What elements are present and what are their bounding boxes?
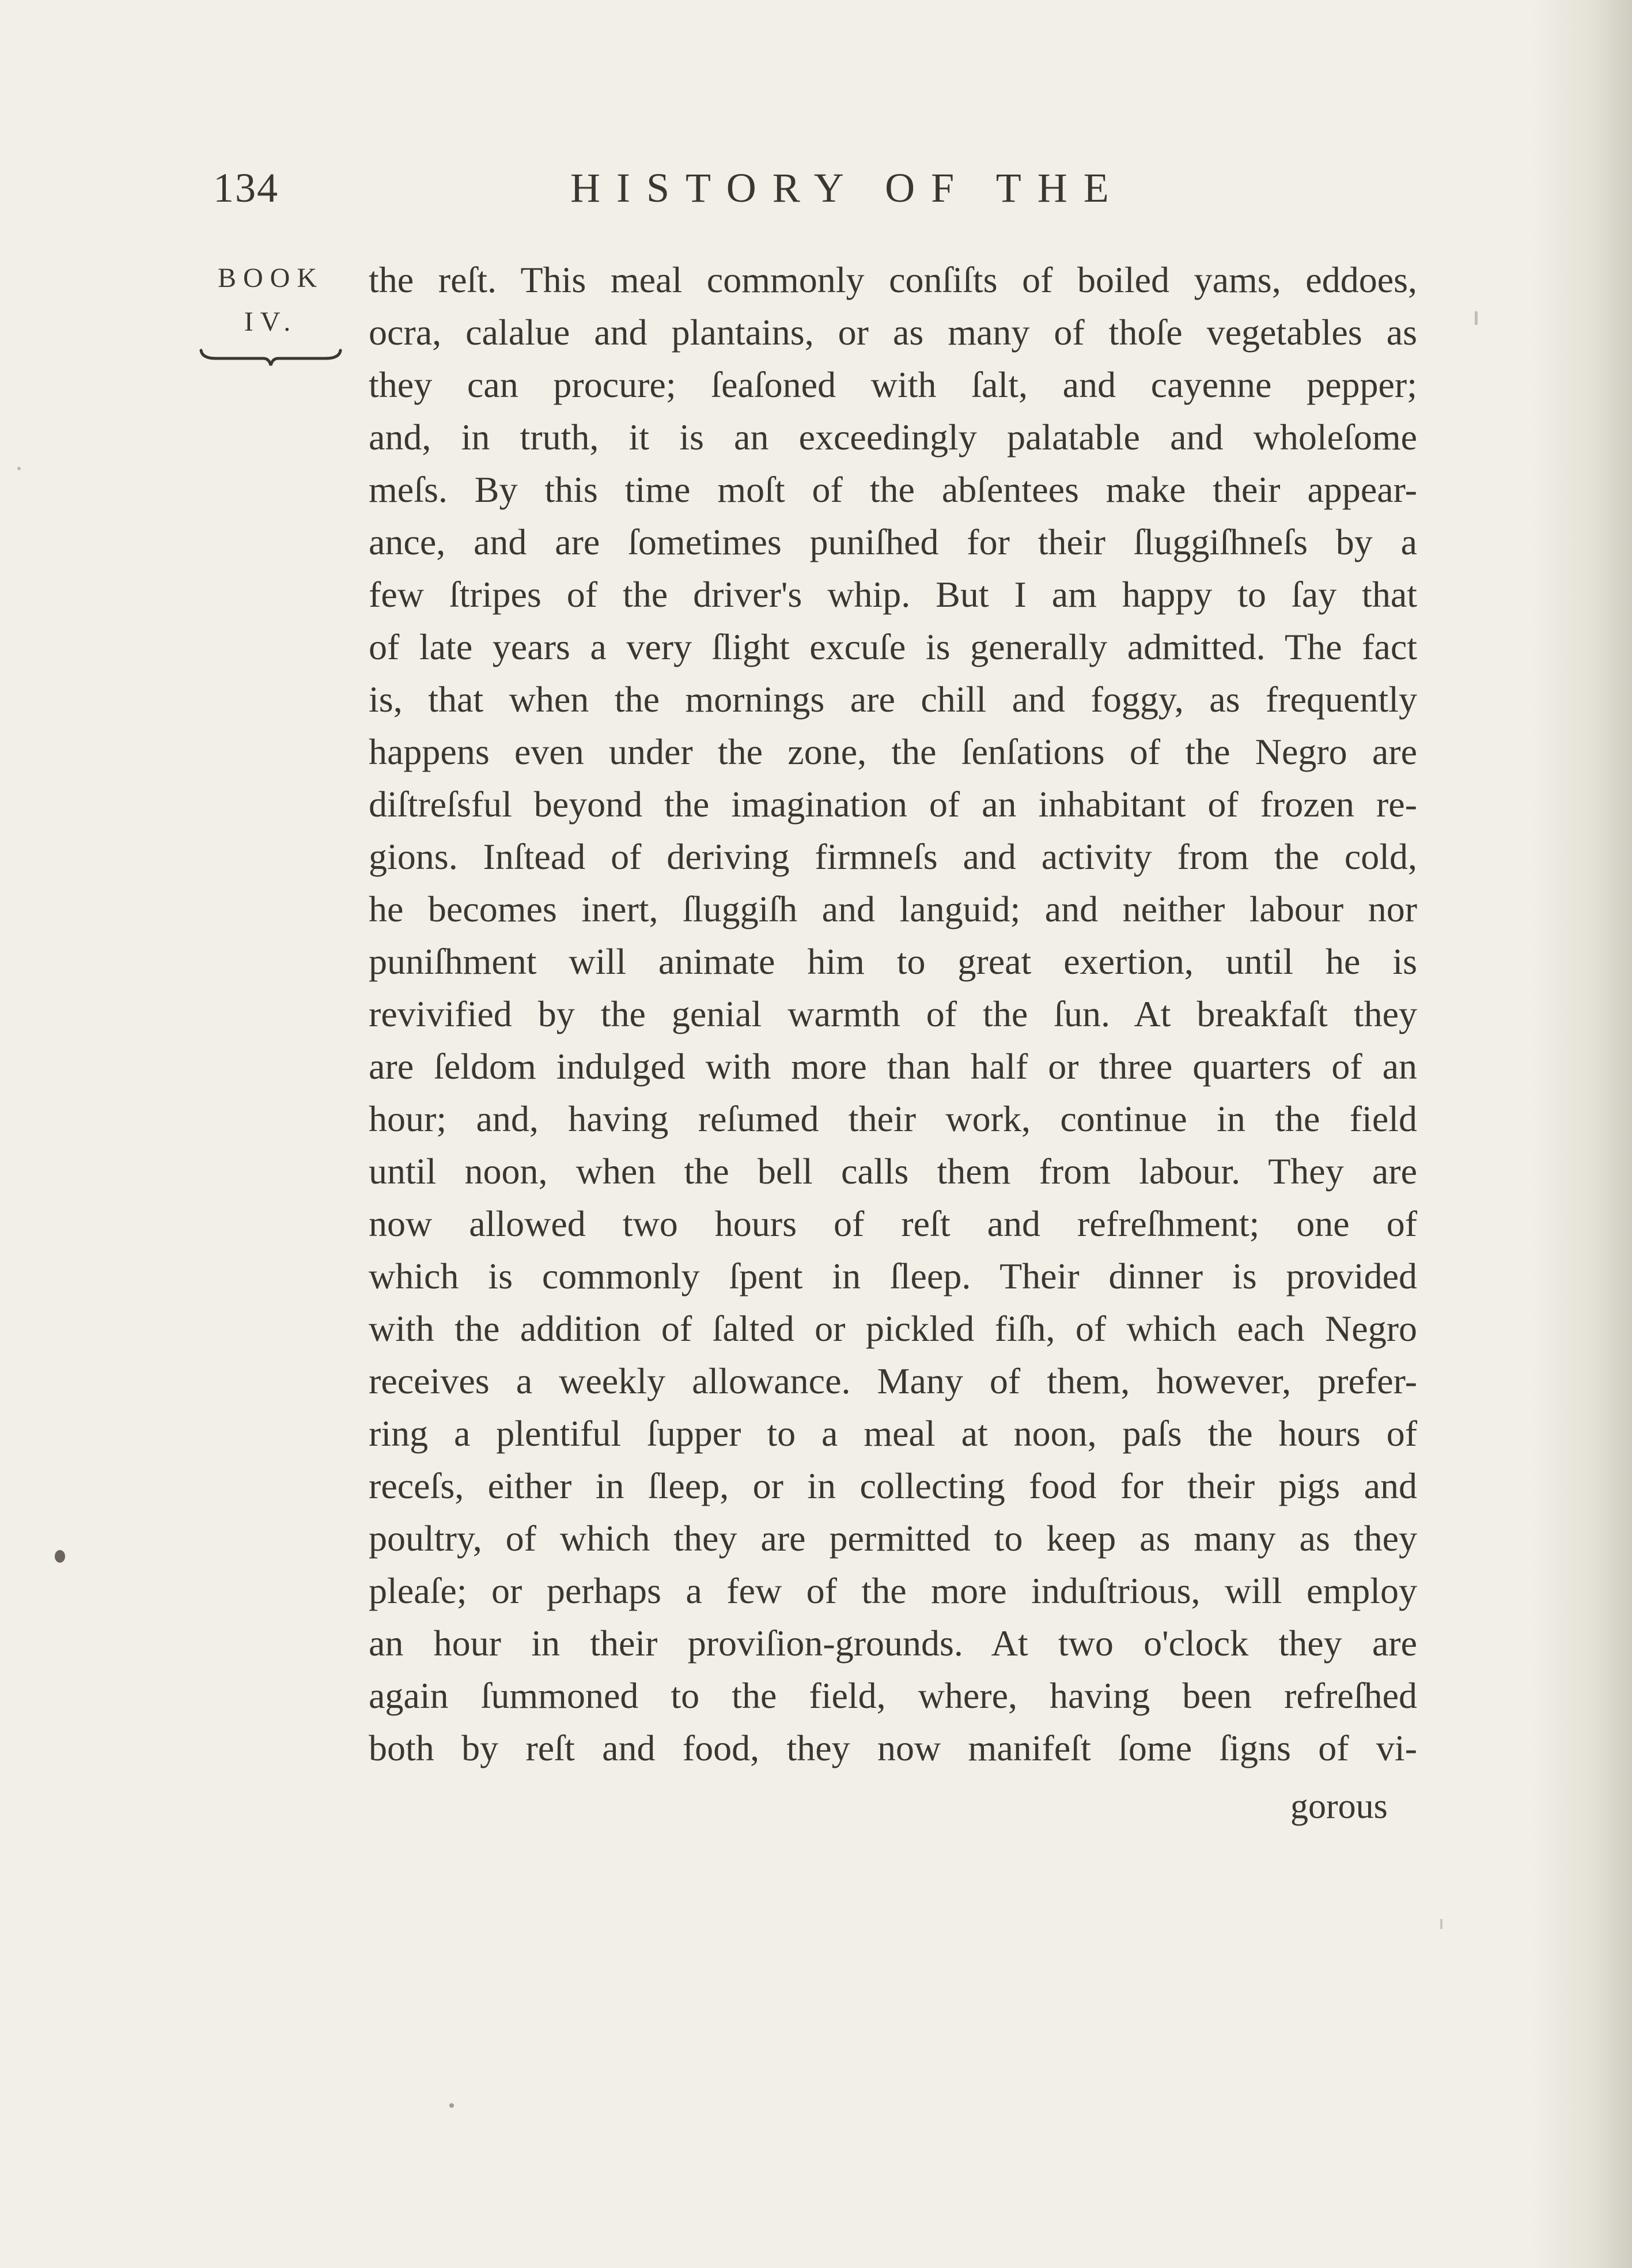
text-line: with the addition of ſalted or pickled fiſh, of which each Negro bbox=[369, 1308, 1417, 1349]
text-line: few ſtripes of the driver's whip. But I am happy to ſay that bbox=[369, 574, 1417, 615]
text-line: ance, and are ſometimes puniſhed for their ſluggiſhneſs by a bbox=[369, 521, 1417, 562]
paper-speck bbox=[17, 467, 21, 470]
text-line: revivified by the genial warmth of the ſun. At breakfaſt they bbox=[369, 993, 1417, 1034]
catchword: gorous bbox=[1290, 1787, 1388, 1826]
text-line: now allowed two hours of reſt and refreſhment; one of bbox=[369, 1203, 1417, 1244]
paper-speck bbox=[1475, 311, 1478, 325]
text-line: again ſummoned to the field, where, having been refreſhed bbox=[369, 1675, 1417, 1716]
text-line: are ſeldom indulged with more than half or three quarters of an bbox=[369, 1046, 1417, 1087]
page-number: 134 bbox=[213, 165, 279, 211]
text-line: of late years a very ſlight excuſe is generally admitted. The fact bbox=[369, 626, 1417, 667]
text-line: gions. Inſtead of deriving firmneſs and activity from the cold, bbox=[369, 836, 1417, 877]
text-line: pleaſe; or perhaps a few of the more induſtrious, will employ bbox=[369, 1570, 1417, 1611]
text-line: and, in truth, it is an exceedingly palatable and wholeſome bbox=[369, 417, 1417, 458]
text-line: diſtreſsful beyond the imagination of an inhabitant of frozen re- bbox=[369, 784, 1417, 825]
margin-brace-icon bbox=[199, 346, 343, 369]
text-line: poultry, of which they are permitted to keep as many as they bbox=[369, 1518, 1417, 1559]
text-line: they can procure; ſeaſoned with ſalt, and cayenne pepper; bbox=[369, 364, 1417, 405]
margin-note bbox=[193, 256, 349, 344]
text-line: he becomes inert, ſluggiſh and languid; and neither labour nor bbox=[369, 889, 1417, 929]
text-line: which is commonly ſpent in ſleep. Their dinner is provided bbox=[369, 1256, 1417, 1296]
text-line: meſs. By this time moſt of the abſentees make their appear- bbox=[369, 469, 1417, 510]
text-line: happens even under the zone, the ſenſations of the Negro are bbox=[369, 731, 1417, 772]
running-head: HISTORY OF THE bbox=[570, 165, 1125, 211]
text-line: the reſt. This meal commonly conſiſts of boiled yams, eddoes, bbox=[369, 259, 1417, 300]
text-line: hour; and, having reſumed their work, continue in the field bbox=[369, 1098, 1417, 1139]
text-line: receſs, either in ſleep, or in collecting food for their pigs and bbox=[369, 1465, 1417, 1506]
body-text bbox=[369, 254, 1417, 1774]
margin-note-book: BOOK bbox=[217, 263, 324, 293]
text-line: an hour in their proviſion-grounds. At two o'clock they are bbox=[369, 1623, 1417, 1664]
text-line: both by reſt and food, they now manifeſt ſome ſigns of vi- bbox=[369, 1728, 1417, 1768]
text-line: receives a weekly allowance. Many of them, however, prefer- bbox=[369, 1360, 1417, 1401]
text-line: until noon, when the bell calls them from labour. They are bbox=[369, 1151, 1417, 1192]
margin-note-volume: IV. bbox=[244, 307, 298, 337]
paper-speck bbox=[55, 1550, 65, 1563]
paper-speck bbox=[449, 2103, 454, 2108]
text-line: ocra, calalue and plantains, or as many of thoſe vegetables as bbox=[369, 312, 1417, 353]
text-line: puniſhment will animate him to great exertion, until he is bbox=[369, 941, 1417, 982]
text-line: is, that when the mornings are chill and foggy, as frequently bbox=[369, 679, 1417, 720]
text-line: ring a plentiful ſupper to a meal at noon, paſs the hours of bbox=[369, 1413, 1417, 1454]
paper-speck bbox=[1440, 1919, 1442, 1929]
